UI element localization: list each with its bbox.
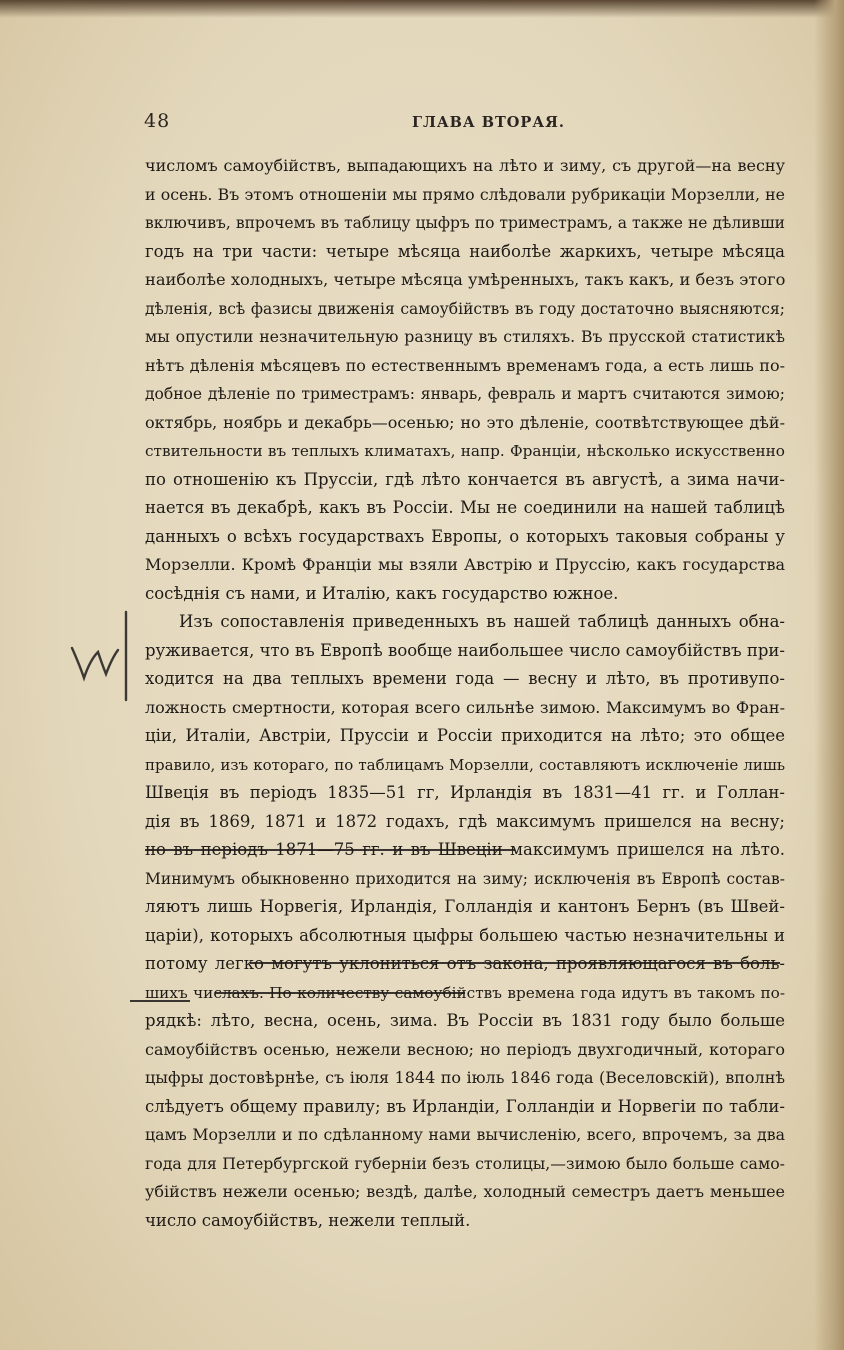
text-line: октябрь, ноябрь и декабрь—осенью; но это дѣленіе, соотвѣтствующее дѣй- bbox=[145, 412, 785, 432]
text-line: данныхъ о всѣхъ государствахъ Европы, о которыхъ таковыя собраны у bbox=[145, 526, 785, 546]
text-line: годъ на три части: четыре мѣсяца наиболѣе жаркихъ, четыре мѣсяца bbox=[145, 241, 785, 261]
text-line: число самоубійствъ, нежели теплый. bbox=[145, 1210, 471, 1230]
text-line: шихъ числахъ. По количеству самоубійствъ времена года идутъ въ такомъ по- bbox=[145, 983, 785, 1002]
text-line: года для Петербургской губерніи безъ столицы,—зимою было больше само- bbox=[145, 1153, 785, 1173]
page-top-shadow bbox=[0, 0, 844, 18]
text-line: цыфры достовѣрнѣе, съ іюля 1844 по іюль 1846 года (Веселовскій), вполнѣ bbox=[145, 1068, 785, 1087]
text-line: ціи, Италіи, Австріи, Пруссіи и Россіи приходится на лѣто; это общее bbox=[145, 726, 785, 745]
text-line: рядкѣ: лѣто, весна, осень, зима. Въ Россіи въ 1831 году было больше bbox=[145, 1011, 785, 1030]
paragraph-1 bbox=[145, 152, 785, 608]
text-line: потому легко могутъ уклониться отъ закона, проявляющагося въ боль- bbox=[145, 954, 785, 973]
text-line: и осень. Въ этомъ отношеніи мы прямо слѣдовали рубрикаціи Морзелли, не bbox=[145, 184, 785, 204]
body-text bbox=[145, 152, 785, 1235]
text-line: ляютъ лишь Норвегія, Ирландія, Голландія и кантонъ Бернъ (въ Швей- bbox=[145, 897, 785, 916]
text-line: дія въ 1869, 1871 и 1872 годахъ, гдѣ максимумъ пришелся на весну; bbox=[145, 811, 785, 831]
text-line: руживается, что въ Европѣ вообще наибольшее число самоубійствъ при- bbox=[145, 640, 785, 660]
page-right-edge bbox=[814, 0, 844, 1350]
text-line: Морзелли. Кромѣ Франціи мы взяли Австрію и Пруссію, какъ государства bbox=[145, 555, 785, 574]
text-line: Изъ сопоставленія приведенныхъ въ нашей таблицѣ данныхъ обна- bbox=[179, 612, 785, 631]
text-line: убійствъ нежели осенью; вездѣ, далѣе, холодный семестръ даетъ меньшее bbox=[145, 1182, 785, 1201]
text-line: ложность смертности, которая всего сильнѣе зимою. Максимумъ во Фран- bbox=[145, 697, 785, 717]
text-line: правило, изъ котораго, по таблицамъ Морзелли, составляютъ исключеніе лишь bbox=[145, 755, 785, 774]
text-line: включивъ, впрочемъ въ таблицу цыфръ по триместрамъ, а также не дѣливши bbox=[145, 214, 785, 232]
text-line: ствительности въ теплыхъ климатахъ, напр. Франціи, нѣсколько искусственно bbox=[145, 442, 785, 460]
text-line: Швеція въ періодъ 1835—51 гг, Ирландія въ 1831—41 гг. и Голлан- bbox=[145, 783, 785, 802]
paragraph-2 bbox=[145, 608, 785, 1235]
text-line: нѣтъ дѣленія мѣсяцевъ по естественнымъ временамъ года, а есть лишь по- bbox=[145, 355, 785, 375]
page-number: 48 bbox=[144, 110, 171, 132]
text-line: Минимумъ обыкновенно приходится на зиму; исключенія въ Европѣ состав- bbox=[145, 869, 785, 888]
text-line: цамъ Морзелли и по сдѣланному нами вычисленію, всего, впрочемъ, за два bbox=[145, 1125, 785, 1144]
text-line: нается въ декабрѣ, какъ въ Россіи. Мы не соединили на нашей таблицѣ bbox=[145, 498, 785, 517]
text-line: наиболѣе холодныхъ, четыре мѣсяца умѣренныхъ, такъ какъ, и безъ этого bbox=[145, 270, 785, 289]
text-line: царіи), которыхъ абсолютныя цыфры большею частью незначительны и bbox=[145, 925, 785, 945]
text-line: числомъ самоубійствъ, выпадающихъ на лѣто и зиму, съ другой—на весну bbox=[145, 156, 785, 175]
text-line: сосѣднія съ нами, и Италію, какъ государство южное. bbox=[145, 583, 619, 603]
text-line: слѣдуетъ общему правилу; въ Ирландіи, Голландіи и Норвегіи по табли- bbox=[145, 1096, 785, 1116]
text-line: по отношенію къ Пруссіи, гдѣ лѣто кончается въ августѣ, а зима начи- bbox=[145, 469, 785, 489]
running-head: ГЛАВА ВТОРАЯ. bbox=[412, 114, 565, 131]
text-line: мы опустили незначительную разницу въ стиляхъ. Въ прусской статистикѣ bbox=[145, 327, 785, 346]
margin-pencil-mark bbox=[68, 608, 132, 704]
text-line: но въ періодъ 1871—75 гг. и въ Швеціи максимумъ пришелся на лѣто. bbox=[145, 840, 785, 859]
text-line: ходится на два теплыхъ времени года — весну и лѣто, въ противупо- bbox=[145, 669, 785, 688]
text-line: добное дѣленіе по триместрамъ: январь, февраль и мартъ считаются зимою; bbox=[145, 385, 785, 403]
text-line: дѣленія, всѣ фазисы движенія самоубійствъ въ году достаточно выясняются; bbox=[145, 299, 785, 318]
text-line: самоубійствъ осенью, нежели весною; но періодъ двухгодичный, котораго bbox=[145, 1039, 785, 1059]
